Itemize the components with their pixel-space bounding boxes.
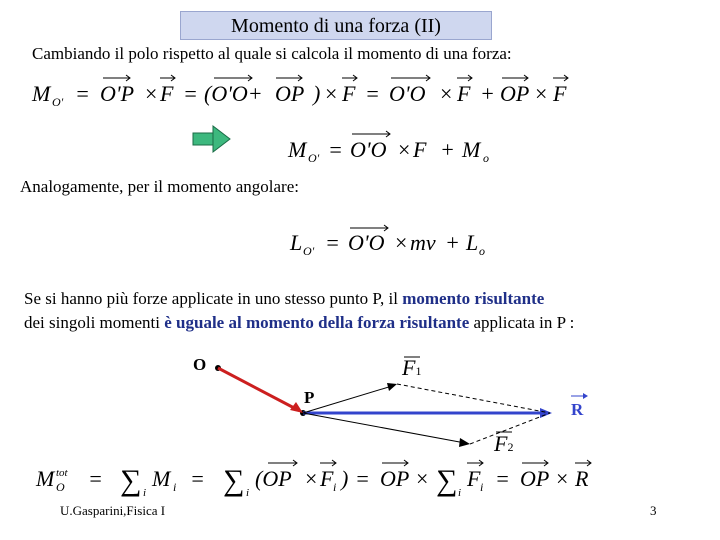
- svg-text:OP: OP: [275, 81, 305, 106]
- multi-force-text-line2: [24, 313, 574, 333]
- svg-text:F: F: [342, 81, 356, 106]
- svg-text:×: ×: [556, 466, 569, 491]
- svg-text:O: O: [56, 480, 65, 494]
- svg-text:=: =: [183, 81, 198, 106]
- svg-text:M: M: [152, 466, 171, 491]
- svg-text:=: =: [75, 81, 90, 106]
- svg-text:o: o: [483, 151, 489, 165]
- svg-text:i: i: [173, 480, 177, 494]
- svg-text:=: =: [88, 466, 103, 491]
- svg-text:o: o: [479, 244, 485, 258]
- analog-text: Analogamente, per il momento angolare:: [20, 177, 299, 196]
- svg-text:L: L: [290, 230, 303, 255]
- svg-text:=: =: [495, 466, 510, 491]
- label-f2: F2: [494, 431, 514, 456]
- svg-text:+: +: [480, 81, 495, 106]
- slide-title: Momento di una forza (II): [180, 11, 492, 40]
- svg-text:=: =: [328, 137, 343, 162]
- equation-2: [287, 137, 489, 165]
- svg-text:): ): [341, 466, 349, 491]
- svg-text:×: ×: [145, 81, 158, 106]
- svg-text:R: R: [575, 466, 589, 491]
- svg-text:F: F: [320, 466, 334, 491]
- svg-text:O'O: O'O: [348, 230, 385, 255]
- svg-text:F: F: [160, 81, 174, 106]
- svg-text:L: L: [466, 230, 479, 255]
- multi-text-part: dei singoli momenti: [24, 313, 165, 332]
- svg-text:M: M: [288, 137, 307, 162]
- svg-text:=: =: [355, 466, 370, 491]
- svg-text:+: +: [440, 137, 455, 162]
- svg-text:O'O: O'O: [350, 137, 387, 162]
- svg-text:∑: ∑: [436, 464, 458, 497]
- svg-text:i: i: [143, 487, 147, 499]
- svg-text:∑: ∑: [120, 464, 142, 497]
- svg-text:O'P: O'P: [100, 81, 135, 106]
- svg-text:×: ×: [305, 466, 318, 491]
- vector-f1: [303, 386, 392, 413]
- svg-text:×: ×: [325, 81, 338, 106]
- intro-text: Cambiando il polo rispetto al quale si calcola il momento di una forza:: [32, 44, 512, 63]
- svg-text:OP: OP: [520, 466, 550, 491]
- svg-text:O': O': [303, 244, 315, 258]
- green-arrow-icon: [193, 126, 230, 152]
- svg-text:i: i: [458, 487, 462, 499]
- vector-f2: [303, 413, 465, 443]
- svg-text:tot: tot: [56, 467, 68, 479]
- svg-text:(OP: (OP: [255, 466, 292, 491]
- label-p: P: [304, 388, 315, 407]
- svg-text:): ): [313, 81, 321, 106]
- svg-text:×: ×: [535, 81, 548, 106]
- highlight-uguale: è uguale al momento della forza risultante: [164, 313, 470, 332]
- svg-text:O'O: O'O: [389, 81, 426, 106]
- svg-text:M: M: [36, 466, 55, 491]
- svg-text:F: F: [553, 81, 567, 106]
- label-o: O: [193, 355, 207, 374]
- svg-text:OP: OP: [380, 466, 410, 491]
- svg-text:F: F: [457, 81, 471, 106]
- svg-text:M: M: [462, 137, 481, 162]
- multi-force-text-line1: [24, 289, 544, 309]
- svg-text:OP: OP: [500, 81, 530, 106]
- svg-text:∑: ∑: [223, 464, 245, 497]
- svg-text:=: =: [365, 81, 380, 106]
- svg-text:(O'O+: (O'O+: [204, 81, 263, 106]
- svg-text:×: ×: [416, 466, 429, 491]
- svg-text:i: i: [333, 480, 337, 494]
- svg-text:=: =: [325, 230, 340, 255]
- svg-text:×: ×: [398, 137, 411, 162]
- equation-3: [289, 230, 485, 258]
- svg-text:+: +: [445, 230, 460, 255]
- multi-text-part: Se si hanno più forze applicate in uno stesso punto P, il: [24, 289, 403, 308]
- svg-text:F: F: [413, 137, 427, 162]
- svg-text:i: i: [246, 487, 250, 499]
- svg-text:M: M: [32, 81, 51, 106]
- highlight-momento-risultante: momento risultante: [402, 289, 545, 308]
- svg-text:×: ×: [395, 230, 408, 255]
- svg-text:i: i: [480, 480, 484, 494]
- label-r: R: [571, 400, 584, 419]
- svg-text:=: =: [190, 466, 205, 491]
- page-number: 3: [650, 503, 657, 518]
- vector-op: [218, 368, 298, 410]
- label-f1: F1: [402, 355, 422, 380]
- svg-text:O': O': [308, 151, 320, 165]
- equation-1: [31, 81, 567, 109]
- svg-text:O': O': [52, 95, 64, 109]
- svg-text:×: ×: [440, 81, 453, 106]
- multi-text-part: applicata in P :: [469, 313, 575, 332]
- svg-text:F: F: [467, 466, 481, 491]
- svg-text:mv: mv: [410, 230, 436, 255]
- dashed-line-1: [397, 384, 550, 413]
- equation-4: [35, 464, 589, 499]
- footer-author: U.Gasparini,Fisica I: [60, 503, 166, 518]
